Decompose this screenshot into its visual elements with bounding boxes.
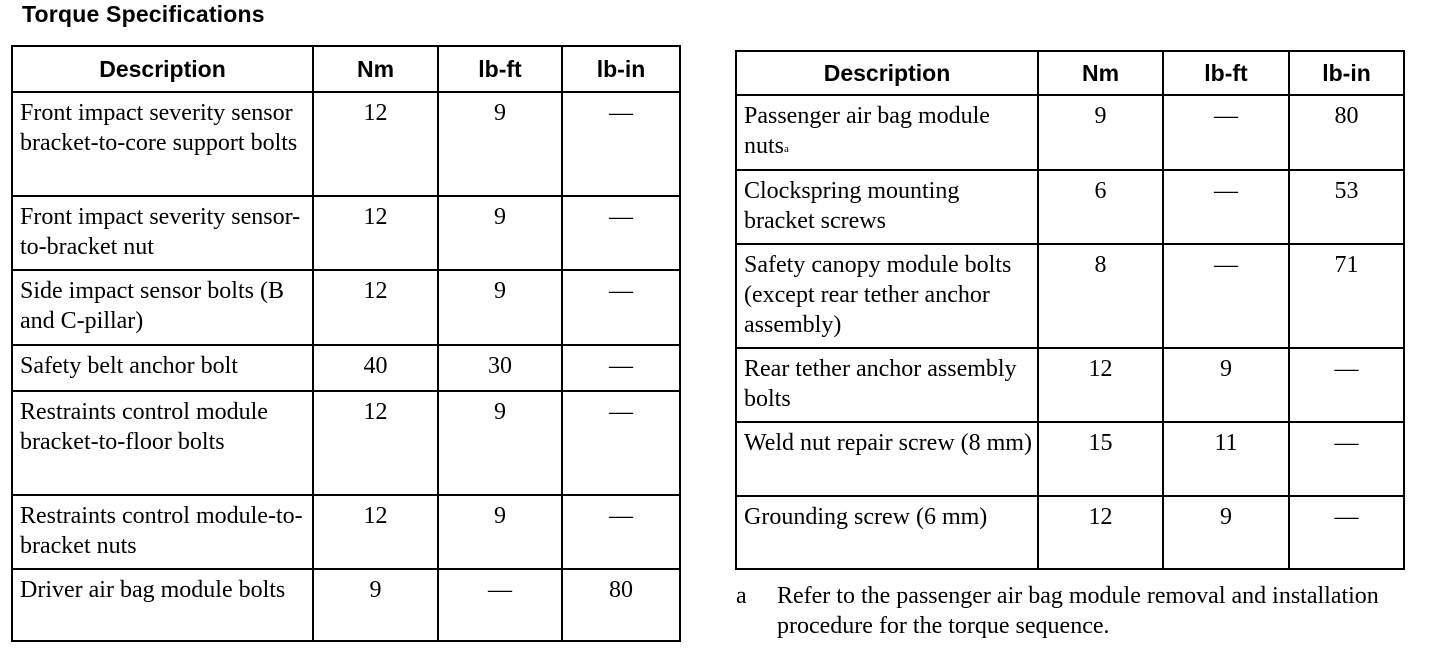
- cell-description: Safety canopy module bolts (except rear tether anchor assembly): [736, 244, 1038, 348]
- cell-lb-ft: 9: [438, 391, 562, 495]
- table-row: [736, 348, 1404, 422]
- cell-nm: 6: [1038, 170, 1163, 244]
- cell-nm: 9: [313, 569, 438, 641]
- cell-lb-in: 80: [562, 569, 680, 641]
- cell-description: Safety belt anchor bolt: [12, 345, 313, 391]
- cell-lb-in: —: [562, 495, 680, 569]
- cell-description: Front impact severity sensor-to-bracket nut: [12, 196, 313, 270]
- cell-lb-ft: 30: [438, 345, 562, 391]
- table-row: [736, 496, 1404, 569]
- cell-lb-ft: 11: [1163, 422, 1289, 496]
- cell-lb-in: —: [562, 345, 680, 391]
- footnote-marker: a: [784, 143, 789, 155]
- cell-description: [736, 95, 1038, 170]
- table-row: [12, 345, 680, 391]
- column-header-nm: Nm: [313, 46, 438, 92]
- cell-lb-ft: —: [1163, 95, 1289, 170]
- cell-lb-in: 71: [1289, 244, 1404, 348]
- table-row: [12, 495, 680, 569]
- table-header-row: [736, 51, 1404, 95]
- column-header-description: Description: [736, 51, 1038, 95]
- cell-nm: 12: [1038, 348, 1163, 422]
- cell-nm: 12: [313, 495, 438, 569]
- page-title: Torque Specifications: [22, 1, 265, 27]
- cell-lb-ft: 9: [1163, 496, 1289, 569]
- column-header-lb-ft: lb-ft: [438, 46, 562, 92]
- cell-description: Grounding screw (6 mm): [736, 496, 1038, 569]
- cell-description: Weld nut repair screw (8 mm): [736, 422, 1038, 496]
- cell-description: Rear tether anchor assembly bolts: [736, 348, 1038, 422]
- cell-lb-in: —: [1289, 422, 1404, 496]
- cell-description-text: Passenger air bag module nuts: [744, 103, 990, 159]
- cell-lb-in: —: [562, 92, 680, 196]
- cell-lb-in: 80: [1289, 95, 1404, 170]
- cell-description: Driver air bag module bolts: [12, 569, 313, 641]
- column-header-description: Description: [12, 46, 313, 92]
- table-row: [12, 196, 680, 270]
- cell-lb-ft: 9: [438, 196, 562, 270]
- cell-lb-in: —: [562, 391, 680, 495]
- torque-table-left: [11, 45, 681, 642]
- cell-nm: 12: [313, 196, 438, 270]
- table-header-row: [12, 46, 680, 92]
- cell-nm: 9: [1038, 95, 1163, 170]
- column-header-nm: Nm: [1038, 51, 1163, 95]
- cell-lb-ft: —: [1163, 244, 1289, 348]
- table-row: [12, 270, 680, 345]
- cell-lb-ft: —: [438, 569, 562, 641]
- cell-description: Side impact sensor bolts (B and C-pillar): [12, 270, 313, 345]
- table-row: [12, 391, 680, 495]
- cell-lb-ft: 9: [438, 495, 562, 569]
- cell-lb-in: —: [562, 196, 680, 270]
- cell-nm: 8: [1038, 244, 1163, 348]
- column-header-lb-ft: lb-ft: [1163, 51, 1289, 95]
- cell-nm: 12: [313, 92, 438, 196]
- cell-description: Front impact severity sensor bracket-to-core support bolts: [12, 92, 313, 196]
- column-header-lb-in: lb-in: [1289, 51, 1404, 95]
- cell-nm: 12: [1038, 496, 1163, 569]
- cell-lb-in: —: [1289, 348, 1404, 422]
- cell-nm: 12: [313, 391, 438, 495]
- table-row: [736, 95, 1404, 170]
- cell-lb-ft: 9: [438, 92, 562, 196]
- cell-description: Clockspring mounting bracket screws: [736, 170, 1038, 244]
- table-row: [12, 569, 680, 641]
- cell-lb-ft: 9: [1163, 348, 1289, 422]
- cell-nm: 12: [313, 270, 438, 345]
- torque-table-right: [735, 50, 1405, 570]
- cell-description: Restraints control module bracket-to-floor bolts: [12, 391, 313, 495]
- column-header-lb-in: lb-in: [562, 46, 680, 92]
- table-row: [736, 422, 1404, 496]
- cell-lb-in: —: [562, 270, 680, 345]
- footnote-text: Refer to the passenger air bag module removal and installation procedure for the torque sequence.: [777, 583, 1379, 639]
- cell-description: Restraints control module-to-bracket nuts: [12, 495, 313, 569]
- table-row: [736, 244, 1404, 348]
- cell-nm: 40: [313, 345, 438, 391]
- cell-lb-ft: 9: [438, 270, 562, 345]
- cell-nm: 15: [1038, 422, 1163, 496]
- cell-lb-in: 53: [1289, 170, 1404, 244]
- table-row: [12, 92, 680, 196]
- footnote-letter: a: [736, 583, 747, 609]
- cell-lb-in: —: [1289, 496, 1404, 569]
- cell-lb-ft: —: [1163, 170, 1289, 244]
- table-row: [736, 170, 1404, 244]
